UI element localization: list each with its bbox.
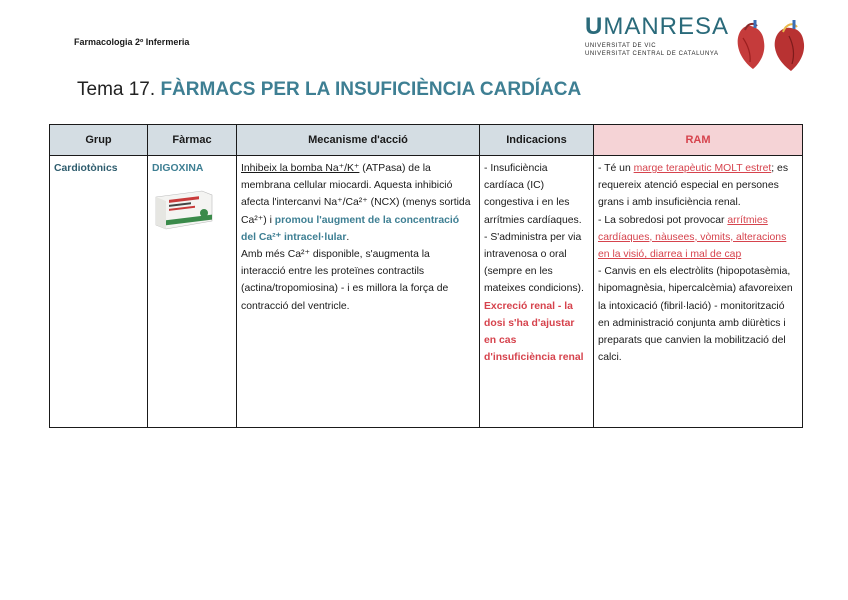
- heart-icon: [738, 20, 765, 69]
- table-row: [50, 156, 803, 428]
- drug-table: [49, 124, 803, 428]
- umanresa-logo: [585, 14, 745, 58]
- page-title: Tema 17. FÀRMACS PER LA INSUFICIÈNCIA CARDÍACA: [77, 79, 582, 100]
- table-header-row: [50, 125, 803, 156]
- logo-wordmark: UMANRESA: [585, 13, 730, 40]
- logo-line-1: UNIVERSITAT DE VIC: [585, 43, 657, 49]
- cell-grup: Cardiotònics: [50, 156, 148, 428]
- column-header-ram: RAM: [594, 125, 803, 156]
- drug-name: DIGOXINA: [152, 163, 204, 174]
- column-header-grup: Grup: [50, 125, 148, 156]
- course-label: Farmacologia 2º Infermeria: [74, 37, 190, 47]
- cell-farmac: [148, 156, 237, 428]
- logo-line-2: UNIVERSITAT CENTRAL DE CATALUNYA: [585, 51, 719, 57]
- column-header-mecanisme: Mecanisme d'acció: [237, 125, 480, 156]
- cell-ram: - Té un marge terapèutic MOLT estret; es requereix atenció especial en persones grans i amb insuficiència renal. - La sobredosi pot provocar arrítmies cardíaques, nàusees, vòmits, alteracions en la visió, diarrea i mal de cap - Canvis en els electròlits (hipopotasèmia, hipomagnèsia, hipercalcèmia) afavoreixen la intoxicació (fibril·lació) - monitorització en administració conjunta amb diürètics i preparats que canvien la mobilització del calci.: [594, 156, 803, 428]
- cell-mecanisme: Inhibeix la bomba Na⁺/K⁺ (ATPasa) de la membrana cellular miocardi. Aquesta inhibició afecta l'intercanvi Na⁺/Ca²⁺ (NCX) (menys sortida Ca²⁺) i promou l'augment de la concentració del Ca²⁺ intracel·lular. Amb més Ca²⁺ disponible, s'augmenta la interacció entre les proteïnes contractils (actina/tropomiosina) - i es millora la força de contracció del ventricle.: [237, 156, 480, 428]
- cell-indicacions: - Insuficiència cardíaca (IC) congestiva i en les arrítmies cardíaques. - S'administra per via intravenosa o oral (sempre en les mateixes condicions). Excreció renal - la dosi s'ha d'ajustar en cas d'insuficiència renal: [480, 156, 594, 428]
- medicine-box-image: [152, 187, 216, 231]
- heart-illustrations: [733, 16, 813, 72]
- heart-icon: [775, 20, 804, 71]
- column-header-farmac: Fàrmac: [148, 125, 237, 156]
- column-header-indicacions: Indicacions: [480, 125, 594, 156]
